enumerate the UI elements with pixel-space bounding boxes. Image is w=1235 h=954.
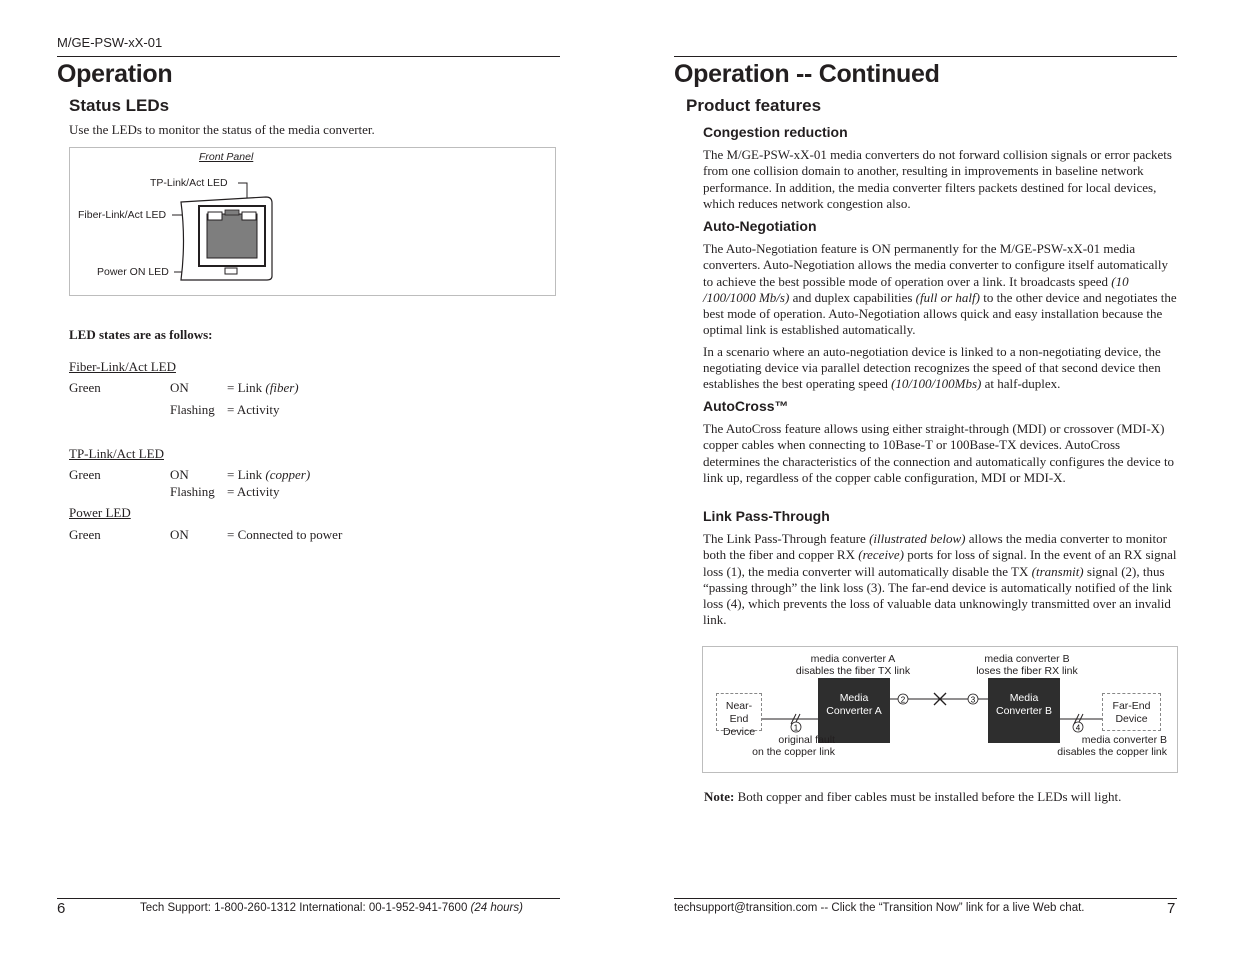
page-title-right: Operation -- Continued bbox=[674, 60, 940, 88]
power-led-on: ON bbox=[170, 527, 189, 542]
link-pass-through-diagram bbox=[702, 646, 1178, 773]
auto-negotiation-text: The Auto-Negotiation feature is ON permanently for the M/GE-PSW-xX-01 media converters. Auto-Negotiation allows the media converter to configure itself automatically to achieve the best possible mode of operation over a link. It broadcasts speed (10 /100/1000 Mb/s) and duplex capabilities (full or half) to the other device and negotiates the best mode of operation. Auto-Negotiation allows quick and easy installation because the optimal link is established automatically. In a scenario where an auto-negotiation device is linked to a non-negotiating device, the negotiating device via parallel detection recognizes the speed of that second device then establishes the best operating speed (10/100/100Mbs) at half-duplex. bbox=[703, 241, 1177, 392]
label-converter-a-action: media converter A disables the fiber TX link bbox=[795, 653, 911, 677]
fiber-led-flashing-meaning: = Activity bbox=[227, 402, 280, 417]
heading-congestion-reduction: Congestion reduction bbox=[703, 124, 848, 140]
congestion-reduction-text: The M/GE-PSW-xX-01 media converters do not forward collision signals or error packets from one collision domain to another, resulting in improvements in baseline network performance. In addition, the media converter filters packets destined for local devices, which reduces network congestion also. bbox=[703, 147, 1172, 211]
autocross-text: The AutoCross feature allows using either straight-through (MDI) or crossover (MDI-X) copper cables when connecting to 10Base-T or 100Base-TX devices. AutoCross determines the characteristics of the connection and automatically configures the device to link up, regardless of the copper cable configuration, MDI or MDI-X. bbox=[703, 421, 1175, 485]
media-converter-b: Media Converter B bbox=[988, 678, 1060, 743]
power-led-heading: Power LED bbox=[69, 505, 131, 520]
email-support-footer: techsupport@transition.com -- Click the “Transition Now” link for a live Web chat. bbox=[674, 902, 1085, 914]
front-panel-drawing bbox=[70, 148, 555, 295]
note: Note: Both copper and fiber cables must be installed before the LEDs will light. bbox=[704, 789, 1122, 804]
front-panel-caption: Front Panel bbox=[199, 151, 254, 163]
marker-2: 2 bbox=[900, 695, 906, 705]
fiber-led-indicator bbox=[208, 212, 222, 220]
media-converter-a: Media Converter A bbox=[818, 678, 890, 743]
heading-autocross: AutoCross™ bbox=[703, 398, 789, 414]
status-leds-intro: Use the LEDs to monitor the status of the media converter. bbox=[69, 122, 375, 137]
tp-led-flashing: Flashing bbox=[170, 484, 215, 499]
power-led-indicator bbox=[225, 268, 237, 274]
rj45-port-latch bbox=[225, 210, 239, 215]
near-end-device: Near-End Device bbox=[716, 693, 762, 731]
power-led-color: Green bbox=[69, 527, 101, 542]
power-on-led-label: Power ON LED bbox=[97, 266, 169, 278]
fiber-led-on-meaning: = Link (fiber) bbox=[227, 380, 299, 395]
marker-4: 4 bbox=[1075, 723, 1081, 733]
tp-led-heading: TP-Link/Act LED bbox=[69, 446, 164, 461]
tp-led-flashing-meaning: = Activity bbox=[227, 484, 280, 499]
section-product-features: Product features bbox=[686, 96, 822, 115]
footer-rule-left bbox=[57, 898, 560, 899]
page-title-left: Operation bbox=[57, 60, 173, 88]
power-led-on-meaning: = Connected to power bbox=[227, 527, 343, 542]
link-pass-through-text: The Link Pass-Through feature (illustrated below) allows the media converter to monitor both the fiber and copper RX (receive) ports for loss of signal. In the event of an RX signal loss (1), the media converter will automatically disable the TX (transmit) signal (2), thus “passing through” the link loss (3). The far-end device is automatically notified of the link loss (4), which prevents the loss of valuable data unknowingly transmitted over an invalid link. bbox=[703, 531, 1177, 628]
fiber-led-heading: Fiber-Link/Act LED bbox=[69, 359, 176, 374]
header-rule-left bbox=[57, 56, 560, 57]
marker-1: 1 bbox=[793, 723, 799, 733]
page-number-right: 7 bbox=[1167, 900, 1176, 917]
tp-led-on: ON bbox=[170, 467, 189, 482]
fiber-link-led-label: Fiber-Link/Act LED bbox=[78, 209, 167, 221]
rj45-port-opening bbox=[207, 214, 257, 258]
led-states-heading: LED states are as follows: bbox=[69, 327, 213, 342]
far-end-device: Far-End Device bbox=[1102, 693, 1161, 731]
tp-led-on-meaning: = Link (copper) bbox=[227, 467, 311, 482]
fiber-led-color: Green bbox=[69, 380, 101, 395]
tech-support-footer: Tech Support: 1-800-260-1312 International: 00-1-952-941-7600 (24 hours) bbox=[140, 902, 523, 914]
tp-led-color: Green bbox=[69, 467, 101, 482]
fiber-led-on: ON bbox=[170, 380, 189, 395]
tp-led-indicator bbox=[242, 212, 256, 220]
page-number-left: 6 bbox=[57, 900, 66, 917]
heading-link-pass-through: Link Pass-Through bbox=[703, 508, 830, 524]
marker-3: 3 bbox=[970, 695, 976, 705]
tp-link-led-label: TP-Link/Act LED bbox=[150, 177, 228, 189]
header-rule-right bbox=[674, 56, 1177, 57]
front-panel-figure bbox=[69, 147, 556, 296]
label-converter-b-action: media converter B loses the fiber RX link bbox=[976, 653, 1078, 677]
label-converter-b-disables: media converter B disables the copper link bbox=[1057, 734, 1167, 758]
footer-rule-right bbox=[674, 898, 1177, 899]
fiber-led-flashing: Flashing bbox=[170, 402, 215, 417]
heading-auto-negotiation: Auto-Negotiation bbox=[703, 218, 817, 234]
document-id: M/GE-PSW-xX-01 bbox=[57, 35, 163, 50]
section-status-leds: Status LEDs bbox=[69, 96, 170, 115]
label-original-fault: original fault on the copper link bbox=[752, 734, 835, 758]
